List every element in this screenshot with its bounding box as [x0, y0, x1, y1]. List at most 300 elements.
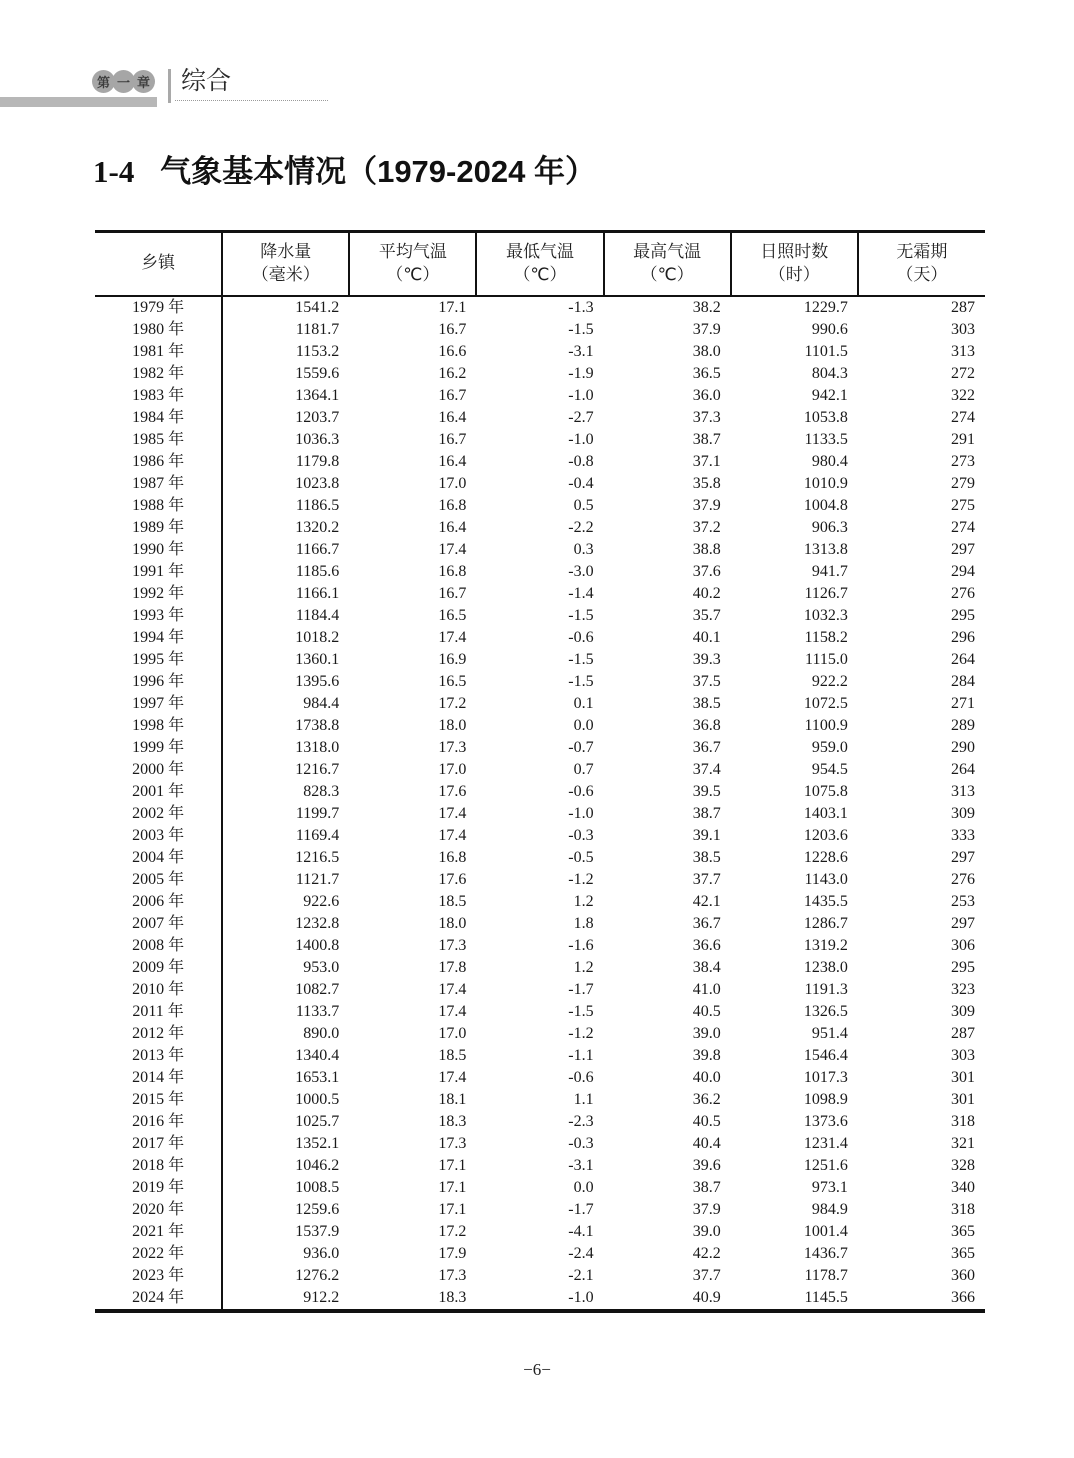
- value-cell: 306: [951, 936, 975, 954]
- value-cell: 0.0: [573, 1178, 594, 1196]
- table-row: [95, 605, 985, 627]
- table-row: [95, 473, 985, 495]
- value-cell: 1023.8: [295, 474, 340, 492]
- value-cell: 1178.7: [804, 1266, 848, 1284]
- value-cell: -1.0: [568, 430, 594, 448]
- value-cell: 360: [951, 1266, 975, 1284]
- table-header: [95, 232, 985, 296]
- value-cell: -0.3: [568, 826, 594, 844]
- value-cell: 1319.2: [803, 936, 848, 954]
- value-cell: 38.2: [692, 298, 721, 316]
- table-row: [95, 649, 985, 671]
- value-cell: -1.2: [568, 1024, 594, 1042]
- column-header: 降水量 （毫米）: [222, 232, 349, 296]
- column-header: 最高气温 （℃）: [604, 232, 731, 296]
- value-cell: 279: [951, 474, 975, 492]
- value-cell: -1.1: [568, 1046, 594, 1064]
- value-cell: 1008.5: [295, 1178, 340, 1196]
- page-number: −6−: [523, 1360, 551, 1379]
- value-cell: 942.1: [811, 386, 848, 404]
- value-cell: 37.9: [692, 496, 721, 514]
- value-cell: 365: [951, 1244, 975, 1262]
- value-cell: 321: [951, 1134, 975, 1152]
- year-cell: 1987 年: [95, 473, 222, 495]
- value-cell: 1145.5: [804, 1288, 848, 1306]
- table-row: [95, 913, 985, 935]
- value-cell: 16.8: [438, 848, 467, 866]
- chapter-header-bar: [0, 97, 157, 107]
- value-cell: 18.1: [438, 1090, 467, 1108]
- value-cell: 18.0: [438, 914, 467, 932]
- value-cell: 17.1: [438, 1178, 467, 1196]
- value-cell: 1133.5: [804, 430, 848, 448]
- table-row: [95, 1023, 985, 1045]
- table-row: [95, 869, 985, 891]
- value-cell: 17.0: [438, 474, 467, 492]
- year-cell: 1991 年: [95, 561, 222, 583]
- value-cell: 16.4: [438, 518, 467, 536]
- value-cell: 17.0: [438, 760, 467, 778]
- year-cell: 2021 年: [95, 1221, 222, 1243]
- value-cell: 804.3: [811, 364, 848, 382]
- value-cell: 322: [951, 386, 975, 404]
- value-cell: 1121.7: [295, 870, 340, 888]
- table-row: [95, 1265, 985, 1287]
- column-header: 最低气温 （℃）: [476, 232, 603, 296]
- value-cell: 16.5: [438, 606, 467, 624]
- year-cell: 1994 年: [95, 627, 222, 649]
- value-cell: 40.0: [692, 1068, 721, 1086]
- year-cell: 1984 年: [95, 407, 222, 429]
- value-cell: 301: [951, 1068, 975, 1086]
- year-cell: 1988 年: [95, 495, 222, 517]
- year-cell: 1983 年: [95, 385, 222, 407]
- value-cell: 1276.2: [295, 1266, 340, 1284]
- year-cell: 1993 年: [95, 605, 222, 627]
- value-cell: 274: [951, 518, 975, 536]
- chapter-badge-circle: 章: [132, 70, 155, 93]
- value-cell: 17.3: [438, 1266, 467, 1284]
- section-divider-line: [168, 69, 171, 103]
- value-cell: -1.7: [568, 980, 594, 998]
- value-cell: 309: [951, 1002, 975, 1020]
- value-cell: 40.2: [692, 584, 721, 602]
- year-cell: 2023 年: [95, 1265, 222, 1287]
- year-cell: 2000 年: [95, 759, 222, 781]
- table-row: [95, 296, 985, 319]
- value-cell: 890.0: [303, 1024, 340, 1042]
- value-cell: 37.9: [692, 1200, 721, 1218]
- value-cell: 297: [951, 540, 975, 558]
- value-cell: 16.5: [438, 672, 467, 690]
- value-cell: 912.2: [303, 1288, 340, 1306]
- value-cell: 264: [951, 760, 975, 778]
- year-cell: 2008 年: [95, 935, 222, 957]
- value-cell: 318: [951, 1112, 975, 1130]
- value-cell: 1541.2: [295, 298, 340, 316]
- value-cell: 1133.7: [295, 1002, 340, 1020]
- value-cell: 16.2: [438, 364, 467, 382]
- value-cell: 37.1: [692, 452, 721, 470]
- table-row: [95, 935, 985, 957]
- value-cell: 1.8: [573, 914, 594, 932]
- year-cell: 1995 年: [95, 649, 222, 671]
- value-cell: 290: [951, 738, 975, 756]
- value-cell: -0.5: [568, 848, 594, 866]
- table-row: [95, 407, 985, 429]
- value-cell: 1395.6: [295, 672, 340, 690]
- table-row: [95, 583, 985, 605]
- table-row: [95, 1221, 985, 1243]
- table-row: [95, 957, 985, 979]
- value-cell: 1203.6: [803, 826, 848, 844]
- value-cell: 954.5: [811, 760, 848, 778]
- year-cell: 2006 年: [95, 891, 222, 913]
- value-cell: 1203.7: [295, 408, 340, 426]
- year-cell: 1985 年: [95, 429, 222, 451]
- value-cell: 1373.6: [803, 1112, 848, 1130]
- value-cell: 313: [951, 342, 975, 360]
- value-cell: 36.7: [692, 738, 721, 756]
- value-cell: 18.3: [438, 1112, 467, 1130]
- value-cell: 41.0: [692, 980, 721, 998]
- value-cell: 37.7: [692, 870, 721, 888]
- value-cell: 973.1: [811, 1178, 848, 1196]
- value-cell: 980.4: [811, 452, 848, 470]
- column-header: 平均气温 （℃）: [349, 232, 476, 296]
- table-row: [95, 539, 985, 561]
- value-cell: 291: [951, 430, 975, 448]
- value-cell: 17.2: [438, 694, 467, 712]
- table-row: [95, 517, 985, 539]
- value-cell: -1.0: [568, 1288, 594, 1306]
- year-cell: 1992 年: [95, 583, 222, 605]
- value-cell: 36.5: [692, 364, 721, 382]
- value-cell: 1053.8: [803, 408, 848, 426]
- year-cell: 2014 年: [95, 1067, 222, 1089]
- value-cell: 17.3: [438, 1134, 467, 1152]
- value-cell: 1435.5: [803, 892, 848, 910]
- value-cell: 1001.4: [803, 1222, 848, 1240]
- table-row: [95, 1067, 985, 1089]
- value-cell: -1.4: [568, 584, 594, 602]
- value-cell: 1126.7: [804, 584, 848, 602]
- value-cell: 37.6: [692, 562, 721, 580]
- value-cell: 1098.9: [803, 1090, 848, 1108]
- table-row: [95, 759, 985, 781]
- section-dotted-underline: [175, 100, 328, 101]
- value-cell: 990.6: [811, 320, 848, 338]
- value-cell: 17.0: [438, 1024, 467, 1042]
- value-cell: 17.1: [438, 298, 467, 316]
- year-cell: 2012 年: [95, 1023, 222, 1045]
- value-cell: 294: [951, 562, 975, 580]
- table-body: [95, 296, 985, 1311]
- value-cell: 1.1: [573, 1090, 594, 1108]
- weather-data-table: [95, 230, 985, 1313]
- value-cell: 38.7: [692, 804, 721, 822]
- value-cell: 17.1: [438, 1156, 467, 1174]
- value-cell: 941.7: [811, 562, 848, 580]
- value-cell: 38.0: [692, 342, 721, 360]
- value-cell: 275: [951, 496, 975, 514]
- value-cell: 17.4: [438, 628, 467, 646]
- value-cell: -2.7: [568, 408, 594, 426]
- value-cell: 40.1: [692, 628, 721, 646]
- value-cell: -1.2: [568, 870, 594, 888]
- value-cell: 17.4: [438, 804, 467, 822]
- value-cell: 39.0: [692, 1024, 721, 1042]
- value-cell: 17.4: [438, 826, 467, 844]
- value-cell: -1.5: [568, 672, 594, 690]
- value-cell: -1.3: [568, 298, 594, 316]
- value-cell: 1158.2: [804, 628, 848, 646]
- value-cell: 1004.8: [803, 496, 848, 514]
- value-cell: 40.4: [692, 1134, 721, 1152]
- value-cell: 328: [951, 1156, 975, 1174]
- value-cell: 17.9: [438, 1244, 467, 1262]
- year-cell: 2020 年: [95, 1199, 222, 1221]
- year-cell: 1999 年: [95, 737, 222, 759]
- value-cell: 35.8: [692, 474, 721, 492]
- value-cell: 39.5: [692, 782, 721, 800]
- table-row: [95, 803, 985, 825]
- value-cell: -1.0: [568, 804, 594, 822]
- value-cell: 301: [951, 1090, 975, 1108]
- value-cell: 1229.7: [803, 298, 848, 316]
- value-cell: 1340.4: [295, 1046, 340, 1064]
- value-cell: 1169.4: [295, 826, 340, 844]
- value-cell: 303: [951, 320, 975, 338]
- value-cell: 297: [951, 914, 975, 932]
- table-row: [95, 781, 985, 803]
- value-cell: 272: [951, 364, 975, 382]
- value-cell: -2.1: [568, 1266, 594, 1284]
- value-cell: 1259.6: [295, 1200, 340, 1218]
- value-cell: 274: [951, 408, 975, 426]
- value-cell: 1018.2: [295, 628, 340, 646]
- value-cell: 0.7: [573, 760, 594, 778]
- column-header: 日照时数 （时）: [731, 232, 858, 296]
- value-cell: 1364.1: [295, 386, 340, 404]
- value-cell: 1.2: [573, 892, 594, 910]
- value-cell: 1400.8: [295, 936, 340, 954]
- year-cell: 2022 年: [95, 1243, 222, 1265]
- value-cell: 1101.5: [804, 342, 848, 360]
- year-cell: 2001 年: [95, 781, 222, 803]
- year-cell: 1979 年: [95, 296, 222, 319]
- value-cell: 18.0: [438, 716, 467, 734]
- value-cell: 1082.7: [295, 980, 340, 998]
- value-cell: 1436.7: [803, 1244, 848, 1262]
- table-row: [95, 1045, 985, 1067]
- value-cell: 17.3: [438, 738, 467, 756]
- table-row: [95, 1287, 985, 1311]
- year-cell: 2019 年: [95, 1177, 222, 1199]
- value-cell: -1.9: [568, 364, 594, 382]
- value-cell: 287: [951, 298, 975, 316]
- value-cell: 38.8: [692, 540, 721, 558]
- year-cell: 2018 年: [95, 1155, 222, 1177]
- value-cell: 318: [951, 1200, 975, 1218]
- table-row: [95, 671, 985, 693]
- table-row: [95, 495, 985, 517]
- value-cell: 37.3: [692, 408, 721, 426]
- value-cell: 1153.2: [295, 342, 340, 360]
- value-cell: 39.0: [692, 1222, 721, 1240]
- value-cell: 1184.4: [295, 606, 340, 624]
- value-cell: 39.6: [692, 1156, 721, 1174]
- value-cell: 37.4: [692, 760, 721, 778]
- value-cell: -1.5: [568, 1002, 594, 1020]
- table-row: [95, 341, 985, 363]
- table-row: [95, 825, 985, 847]
- value-cell: 1403.1: [803, 804, 848, 822]
- year-cell: 2013 年: [95, 1045, 222, 1067]
- value-cell: 303: [951, 1046, 975, 1064]
- value-cell: 37.9: [692, 320, 721, 338]
- value-cell: 1546.4: [803, 1046, 848, 1064]
- value-cell: 906.3: [811, 518, 848, 536]
- value-cell: -3.1: [568, 342, 594, 360]
- table-row: [95, 737, 985, 759]
- value-cell: 16.7: [438, 386, 467, 404]
- value-cell: 323: [951, 980, 975, 998]
- value-cell: 1.2: [573, 958, 594, 976]
- year-cell: 2009 年: [95, 957, 222, 979]
- table-number: 1-4: [93, 154, 135, 189]
- value-cell: 17.3: [438, 936, 467, 954]
- value-cell: -2.2: [568, 518, 594, 536]
- value-cell: 17.6: [438, 870, 467, 888]
- year-cell: 2007 年: [95, 913, 222, 935]
- table-header-row: [95, 232, 985, 296]
- year-cell: 1980 年: [95, 319, 222, 341]
- value-cell: 1179.8: [295, 452, 340, 470]
- value-cell: 16.4: [438, 452, 467, 470]
- value-cell: 264: [951, 650, 975, 668]
- year-cell: 2004 年: [95, 847, 222, 869]
- year-cell: 2016 年: [95, 1111, 222, 1133]
- table-row: [95, 385, 985, 407]
- page-title: [93, 146, 596, 191]
- value-cell: 1166.1: [295, 584, 340, 602]
- value-cell: -4.1: [568, 1222, 594, 1240]
- table-row: [95, 451, 985, 473]
- table-row: [95, 1177, 985, 1199]
- year-cell: 2010 年: [95, 979, 222, 1001]
- value-cell: -1.0: [568, 386, 594, 404]
- year-cell: 1989 年: [95, 517, 222, 539]
- chapter-badge: [92, 70, 155, 93]
- value-cell: 16.8: [438, 562, 467, 580]
- value-cell: 38.5: [692, 694, 721, 712]
- table-row: [95, 1133, 985, 1155]
- value-cell: 1360.1: [295, 650, 340, 668]
- value-cell: 17.4: [438, 1002, 467, 1020]
- value-cell: 296: [951, 628, 975, 646]
- chapter-badge-circle: 一: [112, 70, 135, 93]
- value-cell: 17.1: [438, 1200, 467, 1218]
- value-cell: 17.6: [438, 782, 467, 800]
- value-cell: 1185.6: [295, 562, 340, 580]
- value-cell: 40.9: [692, 1288, 721, 1306]
- value-cell: 39.1: [692, 826, 721, 844]
- value-cell: 1186.5: [295, 496, 340, 514]
- value-cell: 0.0: [573, 716, 594, 734]
- year-cell: 2015 年: [95, 1089, 222, 1111]
- year-cell: 2003 年: [95, 825, 222, 847]
- value-cell: 1313.8: [803, 540, 848, 558]
- table-row: [95, 429, 985, 451]
- value-cell: 922.2: [811, 672, 848, 690]
- value-cell: 35.7: [692, 606, 721, 624]
- value-cell: 1251.6: [803, 1156, 848, 1174]
- table-row: [95, 693, 985, 715]
- value-cell: 36.6: [692, 936, 721, 954]
- value-cell: 1143.0: [804, 870, 848, 888]
- value-cell: 1181.7: [295, 320, 340, 338]
- year-cell: 2005 年: [95, 869, 222, 891]
- table-row: [95, 891, 985, 913]
- value-cell: 1286.7: [803, 914, 848, 932]
- value-cell: 1191.3: [804, 980, 848, 998]
- year-cell: 1990 年: [95, 539, 222, 561]
- value-cell: 287: [951, 1024, 975, 1042]
- value-cell: -0.6: [568, 628, 594, 646]
- value-cell: 271: [951, 694, 975, 712]
- value-cell: 1000.5: [295, 1090, 340, 1108]
- value-cell: -1.5: [568, 320, 594, 338]
- value-cell: 1238.0: [803, 958, 848, 976]
- value-cell: 276: [951, 870, 975, 888]
- value-cell: 289: [951, 716, 975, 734]
- table-row: [95, 561, 985, 583]
- year-cell: 1986 年: [95, 451, 222, 473]
- value-cell: -0.6: [568, 782, 594, 800]
- table-row: [95, 979, 985, 1001]
- table-row: [95, 363, 985, 385]
- value-cell: 17.8: [438, 958, 467, 976]
- value-cell: 16.9: [438, 650, 467, 668]
- value-cell: 1032.3: [803, 606, 848, 624]
- value-cell: 1075.8: [803, 782, 848, 800]
- value-cell: 1231.4: [803, 1134, 848, 1152]
- table-row: [95, 1089, 985, 1111]
- year-cell: 2017 年: [95, 1133, 222, 1155]
- value-cell: 953.0: [303, 958, 340, 976]
- value-cell: 16.7: [438, 320, 467, 338]
- value-cell: 0.5: [573, 496, 594, 514]
- table-row: [95, 1111, 985, 1133]
- value-cell: 17.4: [438, 980, 467, 998]
- value-cell: 1036.3: [295, 430, 340, 448]
- value-cell: 333: [951, 826, 975, 844]
- value-cell: 366: [951, 1288, 975, 1306]
- value-cell: 1653.1: [295, 1068, 340, 1086]
- value-cell: 340: [951, 1178, 975, 1196]
- value-cell: 37.2: [692, 518, 721, 536]
- year-cell: 2024 年: [95, 1287, 222, 1311]
- value-cell: 313: [951, 782, 975, 800]
- value-cell: 959.0: [811, 738, 848, 756]
- value-cell: 38.5: [692, 848, 721, 866]
- value-cell: 38.7: [692, 1178, 721, 1196]
- value-cell: -1.5: [568, 650, 594, 668]
- value-cell: 284: [951, 672, 975, 690]
- value-cell: 1232.8: [295, 914, 340, 932]
- value-cell: 36.2: [692, 1090, 721, 1108]
